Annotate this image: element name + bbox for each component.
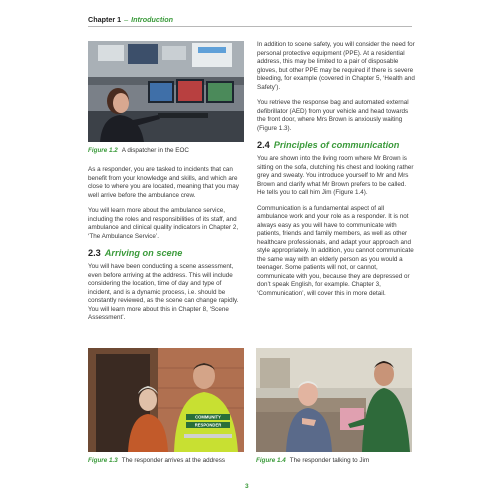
section-2-3-number: 2.3	[88, 248, 101, 258]
header-separator: –	[124, 15, 129, 24]
chapter-label: Chapter 1	[88, 15, 122, 24]
chapter-title: Introduction	[131, 15, 174, 24]
right-paragraph-2: You retrieve the response bag and automated external defibrillator (AED) from your vehicle and head towards the front door, where Mrs Brown is anxiously waiting (Figure 1.3).	[257, 99, 409, 132]
figure-1-4-photo	[256, 348, 412, 452]
right-paragraph-3: You are shown into the living room where Mr Brown is sitting on the sofa, clutching his chest and looking rather grey and sweaty. You introduce yourself to Mr and Mrs Brown and clarify what Mr Brown prefers to be called. He tells you to call him Jim (Figure 1.4).	[257, 155, 414, 196]
right-column	[257, 41, 415, 305]
figure-1-2-caption	[88, 147, 189, 155]
left-column	[88, 166, 243, 330]
figure-1-2-caption-text: A dispatcher in the EOC	[121, 147, 189, 154]
figure-1-3-caption-text: The responder arrives at the address	[121, 457, 226, 464]
section-heading-2-4	[257, 140, 415, 151]
vest-text-1: COMMUNITY	[195, 414, 221, 420]
figure-1-2-number: Figure 1.2	[88, 147, 118, 154]
vest-text-2: RESPONDER	[194, 422, 222, 428]
right-paragraph-1: In addition to scene safety, you will consider the need for personal protective equipment (PPE). At a residential address, this may be limited to a pair of disposable gloves, but other PPE may be required if there is severe bleeding, for example (covered in Chapter 5, ‘Health and Safety’).	[257, 41, 415, 91]
figure-1-4-number: Figure 1.4	[256, 457, 286, 464]
left-paragraph-3: You will have been conducting a scene assessment, even before arriving at the address. This will include considering the location, time of day and type of incident, and is a dynamic process, i.e. should be constantly reviewed, as the scene can change rapidly. You will learn more about this in Chapter 8, ‘Scene Assessment’.	[88, 263, 239, 321]
right-paragraph-4: Communication is a fundamental aspect of all ambulance work and your role as a responder. It is not always easy as you will have to communicate with patients, friends and family members, as well as other healthcare professionals, and adapt your approach and style appropriately. In addition, you cannot communicate the same way with an elderly person as you would a teenager. Some patients will not, or cannot, communicate with you, because they are depressed or don’t speak English, for example. Chapter 3, ‘Communication’, will cover this in more detail.	[257, 204, 414, 297]
running-header	[88, 15, 412, 24]
figure-1-2-photo	[88, 41, 244, 142]
header-rule	[88, 26, 412, 27]
section-heading-2-3	[88, 248, 243, 259]
responder-at-door-illustration	[88, 348, 244, 452]
section-2-4-title: Principles of communication	[273, 140, 400, 150]
responder-with-patient-illustration	[256, 348, 412, 452]
section-2-3-title: Arriving on scene	[104, 248, 183, 258]
figure-1-3-photo	[88, 348, 244, 452]
section-2-4-number: 2.4	[257, 140, 270, 150]
figure-1-4-caption	[256, 457, 369, 465]
left-paragraph-2: You will learn more about the ambulance service, including the roles and responsibilities of its staff, and ambulance and clinical quality indicators in Chapter 2, ‘The Ambulance Service’.	[88, 207, 239, 240]
figure-1-4-caption-text: The responder talking to Jim	[289, 457, 370, 464]
figure-1-3-caption	[88, 457, 225, 465]
left-paragraph-1: As a responder, you are tasked to incidents that can benefit from your knowledge and skills, and which are close to where you are located, meaning that you may well arrive before the ambulance crew.	[88, 166, 239, 199]
page-number: 3	[245, 483, 249, 490]
figure-1-3-number: Figure 1.3	[88, 457, 118, 464]
dispatcher-illustration	[88, 41, 244, 142]
